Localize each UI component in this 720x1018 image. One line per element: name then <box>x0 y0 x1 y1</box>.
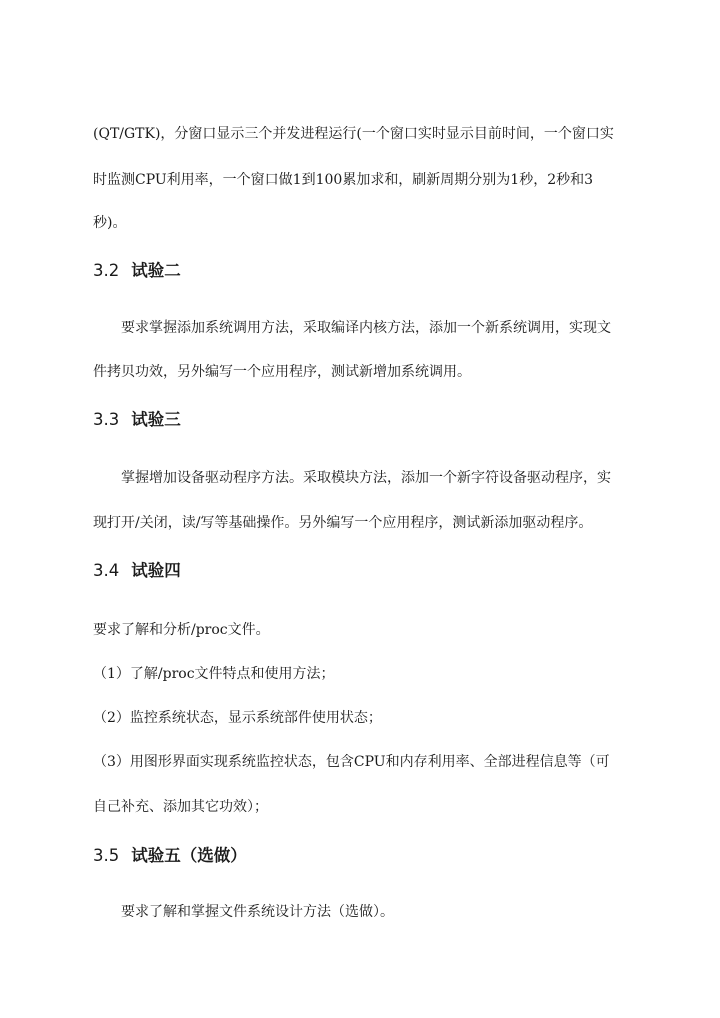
intro-line-1: (QT/GTK)，分窗口显示三个并发进程运行(一个窗口实时显示目前时间，一个窗口实 <box>93 126 614 142</box>
section-3-4-line-2: （1）了解/proc文件特点和使用方法； <box>93 666 335 682</box>
section-3-4-line-5: 自己补充、添加其它功效）； <box>93 799 268 815</box>
section-heading-3-5 <box>93 845 247 867</box>
section-heading-3-4 <box>93 560 181 582</box>
section-3-4-line-3: （2）监控系统状态，显示系统部件使用状态； <box>93 710 382 726</box>
section-number: 3.3 <box>93 410 120 429</box>
section-number: 3.4 <box>93 561 120 580</box>
intro-line-2: 时监测CPU利用率，一个窗口做1到100累加求和，刷新周期分别为1秒，2秒和3 <box>93 172 594 188</box>
section-3-4-line-4: （3）用图形界面实现系统监控状态，包含CPU和内存利用率、全部进程信息等（可 <box>93 754 610 770</box>
section-heading-3-2 <box>93 260 181 282</box>
section-title: 试验五（选做） <box>131 846 247 865</box>
section-3-3-line-2: 现打开/关闭，读/写等基础操作。另外编写一个应用程序，测试新添加驱动程序。 <box>93 515 593 531</box>
section-3-3-line-1: 掌握增加设备驱动程序方法。采取模块方法，添加一个新字符设备驱动程序，实 <box>121 470 611 486</box>
intro-line-3: 秒)。 <box>93 215 127 231</box>
section-title: 试验二 <box>131 261 181 280</box>
section-3-5-line-1: 要求了解和掌握文件系统设计方法（选做）。 <box>121 904 394 920</box>
section-3-4-line-1: 要求了解和分析/proc文件。 <box>93 622 270 638</box>
section-number: 3.2 <box>93 261 120 280</box>
section-title: 试验四 <box>131 561 181 580</box>
section-3-2-line-1: 要求掌握添加系统调用方法，采取编译内核方法，添加一个新系统调用，实现文 <box>121 320 611 336</box>
section-title: 试验三 <box>131 410 181 429</box>
section-number: 3.5 <box>93 846 120 865</box>
section-3-2-line-2: 件拷贝功效，另外编写一个应用程序，测试新增加系统调用。 <box>93 364 471 380</box>
section-heading-3-3 <box>93 409 181 431</box>
